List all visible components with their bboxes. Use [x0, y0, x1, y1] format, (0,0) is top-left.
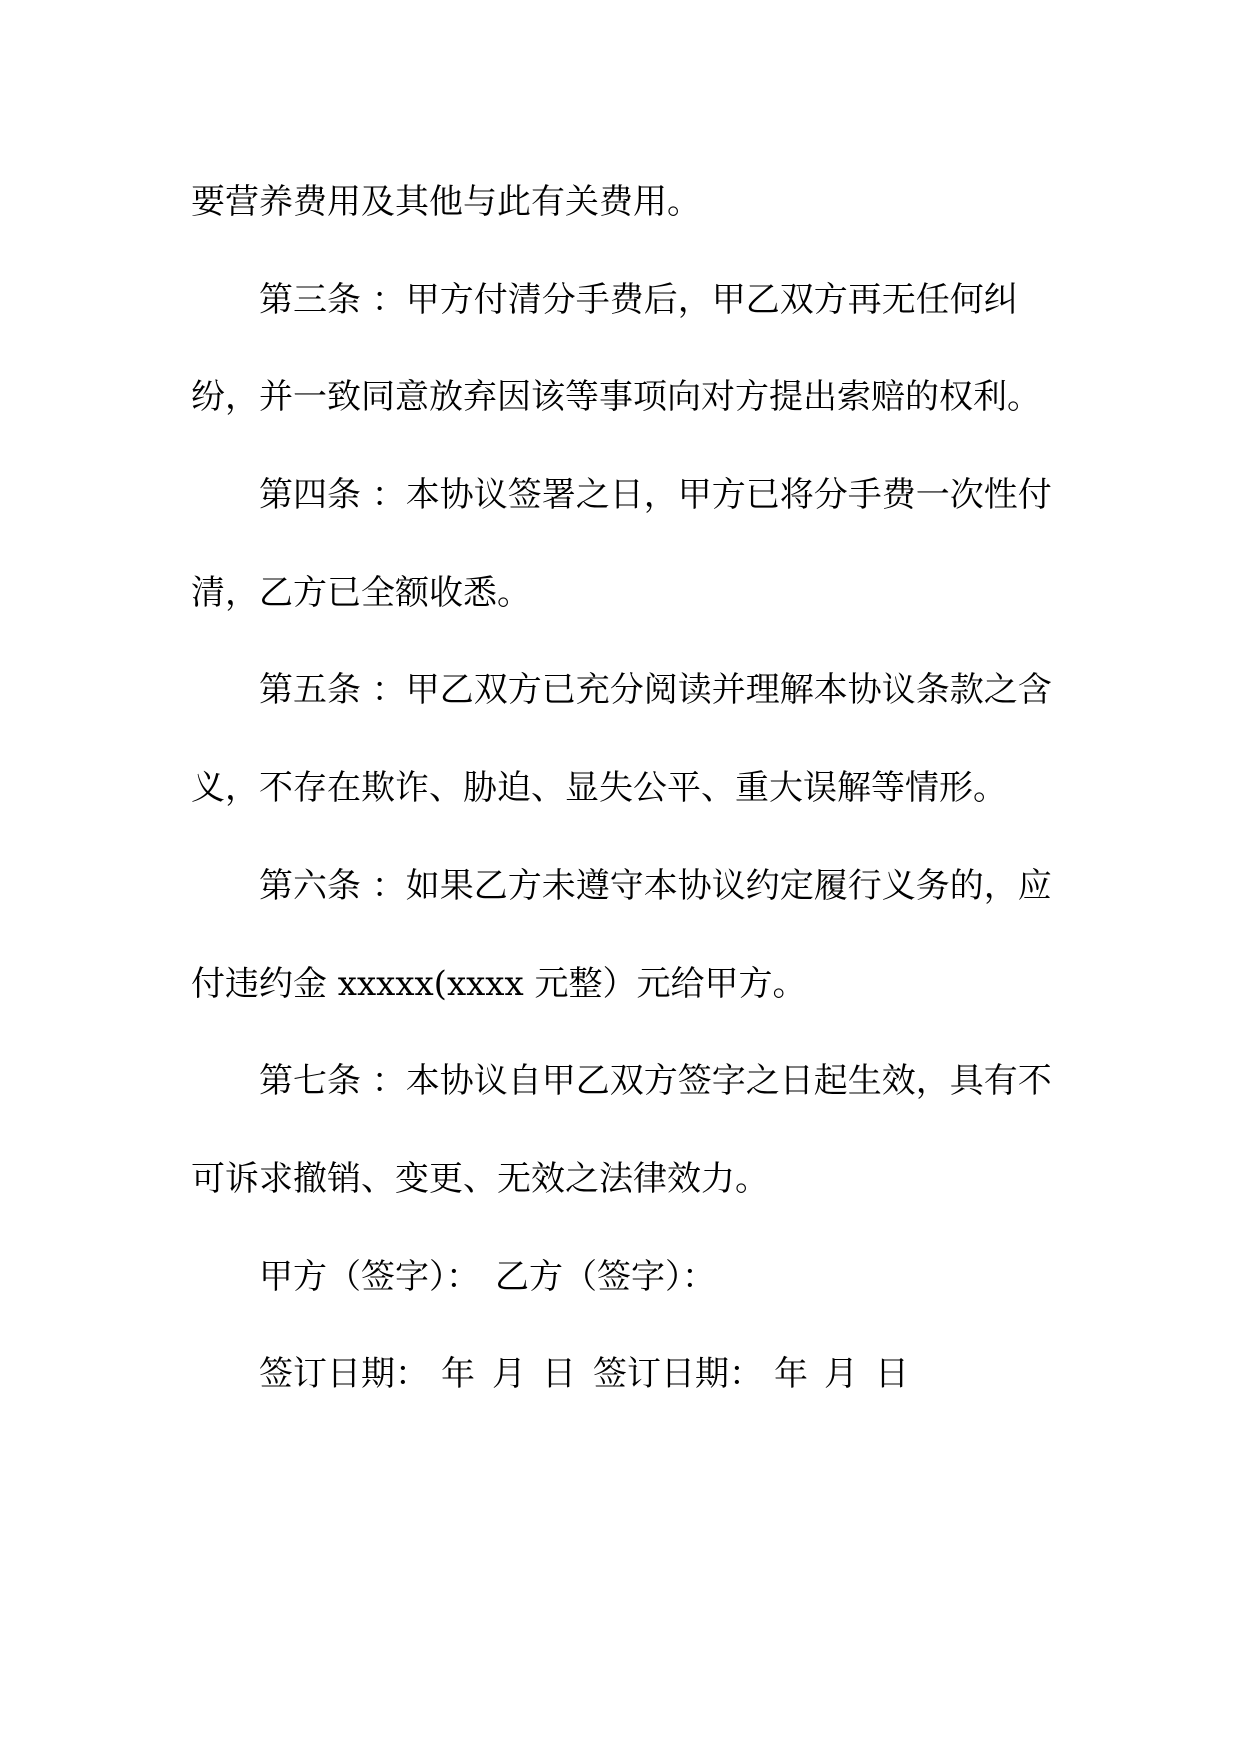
agreement-page	[191, 154, 1051, 1424]
clause-3	[191, 252, 1051, 447]
clause-5	[191, 642, 1051, 837]
clause-continuation	[191, 154, 1051, 252]
paragraph-line: 清，乙方已全额收悉。	[191, 572, 531, 613]
signing-date-line	[191, 1326, 1051, 1424]
paragraph-line: 第三条 ：甲方付清分手费后，甲乙双方再无任何纠	[259, 279, 1018, 320]
clause-6	[191, 838, 1051, 1033]
clause-4	[191, 447, 1051, 642]
party-b-date-day: 日	[875, 1354, 909, 1395]
party-a-signature-label: 甲方（签字）：	[259, 1256, 480, 1297]
party-a-date-day: 日	[542, 1354, 576, 1395]
party-b-signature-label: 乙方（签字）：	[495, 1256, 716, 1297]
paragraph-line: 第五条 ：甲乙双方已充分阅读并理解本协议条款之含	[259, 670, 1052, 711]
paragraph-line: 纷，并一致同意放弃因该等事项向对方提出索赔的权利。	[191, 377, 1041, 418]
party-a-date-label: 签订日期：	[259, 1354, 429, 1395]
paragraph-line: 第四条 ：本协议签署之日，甲方已将分手费一次性付	[259, 475, 1052, 516]
paragraph-line: 可诉求撤销、变更、无效之法律效力。	[191, 1158, 769, 1199]
party-b-date-label: 签订日期：	[593, 1354, 763, 1395]
paragraph-line: 付违约金 xxxxx(xxxx 元整）元给甲方。	[191, 963, 807, 1004]
party-b-date-year: 年	[774, 1354, 808, 1395]
party-b-date-month: 月	[824, 1354, 858, 1395]
paragraph-line: 第六条 ：如果乙方未遵守本协议约定履行义务的，应	[259, 865, 1052, 906]
paragraph-line: 要营养费用及其他与此有关费用。	[191, 182, 701, 222]
party-a-date-year: 年	[441, 1354, 475, 1395]
signature-line	[191, 1229, 1051, 1327]
paragraph-line: 第七条 ：本协议自甲乙双方签字之日起生效，具有不	[259, 1061, 1052, 1102]
paragraph-line: 义，不存在欺诈、胁迫、显失公平、重大误解等情形。	[191, 768, 1007, 809]
party-a-date-month: 月	[492, 1354, 526, 1395]
clause-7	[191, 1033, 1051, 1228]
